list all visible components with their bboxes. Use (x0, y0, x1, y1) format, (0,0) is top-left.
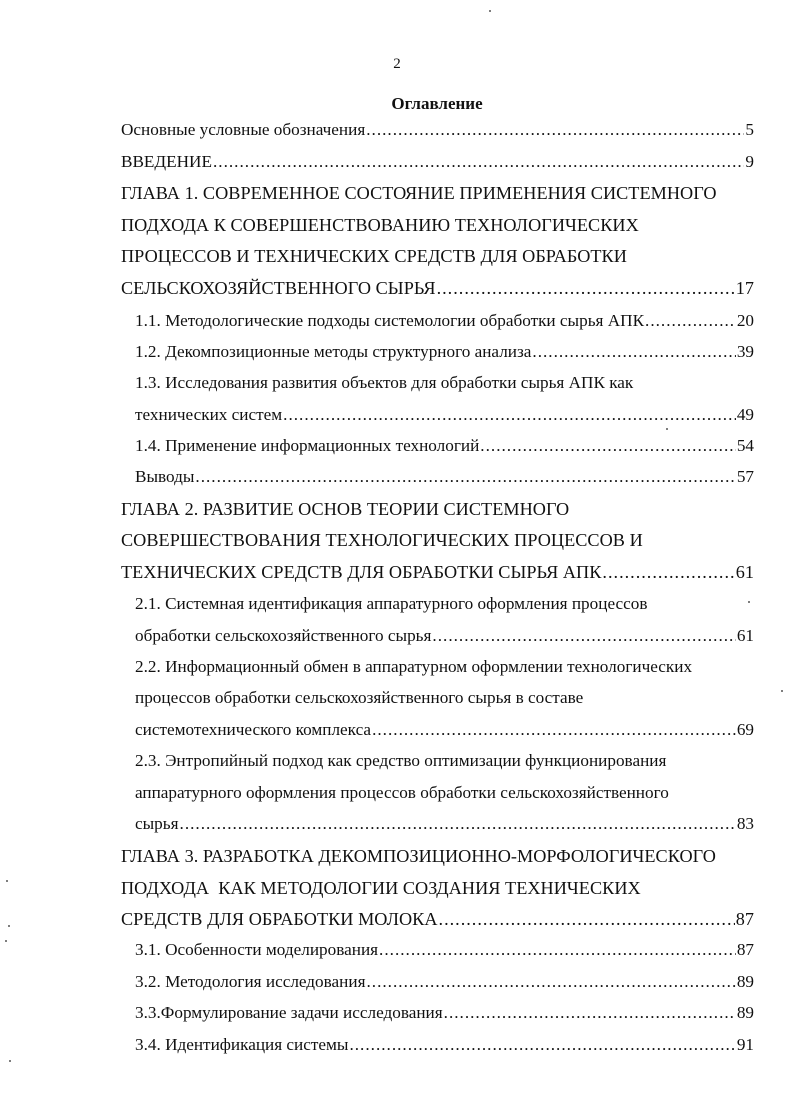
scan-speck (8, 925, 10, 927)
chapter-heading-line: ГЛАВА 2. РАЗВИТИЕ ОСНОВ ТЕОРИИ СИСТЕМНОГО (121, 499, 570, 519)
toc-entry-text: СЕЛЬСКОХОЗЯЙСТВЕННОГО СЫРЬЯ (121, 278, 436, 298)
dot-leader (444, 1001, 736, 1025)
dot-leader (379, 938, 736, 962)
toc-entry[interactable] (135, 1001, 754, 1025)
toc-entry[interactable] (135, 403, 754, 427)
toc-entry-text: сырья (135, 814, 179, 833)
toc-entry-page: 61 (736, 626, 754, 645)
toc-entry[interactable] (135, 340, 754, 364)
toc-entry-text: Выводы (135, 467, 195, 486)
dot-leader (532, 340, 735, 364)
scan-speck (6, 880, 8, 882)
toc-entry[interactable] (135, 1033, 754, 1057)
page-number: 2 (393, 56, 401, 72)
toc-entry[interactable] (135, 309, 754, 333)
toc-entry-page: 69 (736, 720, 754, 739)
toc-entry[interactable] (135, 938, 754, 962)
toc-entry-page: 57 (736, 467, 754, 486)
dot-leader (439, 907, 735, 931)
toc-entry-text: системотехнического комплекса (135, 720, 372, 739)
toc-entry-page: 89 (736, 972, 754, 991)
toc-entry-text: обработки сельскохозяйственного сырья (135, 626, 432, 645)
scan-speck (489, 10, 491, 12)
toc-entry[interactable] (121, 118, 754, 142)
toc-entry-page: 39 (736, 342, 754, 361)
toc-entry-text: СРЕДСТВ ДЛЯ ОБРАБОТКИ МОЛОКА (121, 909, 438, 929)
scan-speck (9, 1060, 11, 1062)
toc-entry[interactable] (121, 150, 754, 174)
toc-entry-text: технических систем (135, 405, 283, 424)
scan-speck (666, 428, 668, 430)
toc-entry[interactable] (135, 624, 754, 648)
toc-entry-page: 17 (735, 278, 754, 298)
toc-entry-text: Формулирование задачи исследования (160, 1003, 443, 1022)
toc-entry-page: 5 (745, 120, 754, 139)
toc-entry-line: 2.2. Информационный обмен в аппаратурном оформлении технологических (135, 657, 693, 676)
dot-leader (432, 624, 735, 648)
toc-entry-page: 87 (736, 940, 754, 959)
toc-entry-line: 1.3. Исследования развития объектов для обработки сырья АПК как (135, 373, 634, 392)
toc-entry-text: 1.1. Методологические подходы системологии обработки сырья АПК (135, 311, 645, 330)
dot-leader (213, 150, 744, 174)
toc-entry-page: 49 (736, 405, 754, 424)
toc-entry-text: Основные условные обозначения (121, 120, 366, 139)
toc-entry-page: 9 (745, 152, 754, 171)
toc-entry-text: 1.4. Применение информационных технологий (135, 436, 480, 455)
toc-entry[interactable] (135, 718, 754, 742)
chapter-heading-line: ГЛАВА 1. СОВРЕМЕННОЕ СОСТОЯНИЕ ПРИМЕНЕНИЯ СИСТЕМНОГО (121, 183, 717, 203)
dot-leader (366, 970, 735, 994)
dot-leader (480, 434, 736, 458)
toc-entry[interactable] (135, 970, 754, 994)
toc-entry-page: 61 (735, 562, 754, 582)
chapter-heading-line: ПОДХОДА КАК МЕТОДОЛОГИИ СОЗДАНИЯ ТЕХНИЧЕСКИХ (121, 878, 641, 898)
toc-entry-text: ВВЕДЕНИЕ (121, 152, 212, 171)
chapter-heading-line: СОВЕРШЕСТВОВАНИЯ ТЕХНОЛОГИЧЕСКИХ ПРОЦЕССОВ И (121, 530, 643, 550)
toc-entry[interactable] (135, 465, 754, 489)
toc-entry-line: аппаратурного оформления процессов обработки сельскохозяйственного (135, 783, 669, 802)
scan-speck (5, 940, 7, 942)
toc-title: Оглавление (391, 94, 483, 113)
toc-entry-page: 54 (736, 436, 754, 455)
dot-leader (437, 276, 735, 300)
dot-leader (372, 718, 736, 742)
toc-entry[interactable] (135, 812, 754, 836)
toc-entry-chapter-2[interactable] (121, 560, 754, 584)
toc-entry-text: 3.4. Идентификация системы (135, 1035, 349, 1054)
chapter-heading-line: ГЛАВА 3. РАЗРАБОТКА ДЕКОМПОЗИЦИОННО-МОРФОЛОГИЧЕСКОГО (121, 846, 716, 866)
scan-speck (781, 690, 783, 692)
chapter-heading-line: ПРОЦЕССОВ И ТЕХНИЧЕСКИХ СРЕДСТВ ДЛЯ ОБРАБОТКИ (121, 246, 627, 266)
toc-entry[interactable] (135, 434, 754, 458)
scan-speck (748, 601, 750, 603)
toc-entry-line: 2.3. Энтропийный подход как средство оптимизации функционирования (135, 751, 667, 770)
dot-leader (180, 812, 736, 836)
toc-entry-chapter-1[interactable] (121, 276, 754, 300)
dot-leader (645, 309, 736, 333)
toc-entry-number: 3.3. (135, 1003, 161, 1022)
toc-entry-page: 91 (736, 1035, 754, 1054)
toc-entry-page: 89 (736, 1003, 754, 1022)
toc-entry-text: 3.1. Особенности моделирования (135, 940, 379, 959)
toc-entry-text: 3.2. Методология исследования (135, 972, 366, 991)
dot-leader (283, 403, 736, 427)
toc-entry-line: процессов обработки сельскохозяйственного сырья в составе (135, 688, 584, 707)
toc-entry-page: 87 (735, 909, 754, 929)
toc-entry-page: 20 (736, 311, 754, 330)
toc-entry-page: 83 (736, 814, 754, 833)
chapter-heading-line: ПОДХОДА К СОВЕРШЕНСТВОВАНИЮ ТЕХНОЛОГИЧЕСКИХ (121, 215, 639, 235)
toc-entry-text: ТЕХНИЧЕСКИХ СРЕДСТВ ДЛЯ ОБРАБОТКИ СЫРЬЯ АПК (121, 562, 602, 582)
dot-leader (349, 1033, 735, 1057)
toc-entry-text: 1.2. Декомпозиционные методы структурного анализа (135, 342, 532, 361)
toc-entry-line: 2.1. Системная идентификация аппаратурного оформления процессов (135, 594, 648, 613)
dot-leader (366, 118, 744, 142)
toc-entry-chapter-3[interactable] (121, 907, 754, 931)
dot-leader (195, 465, 735, 489)
dot-leader (602, 560, 734, 584)
